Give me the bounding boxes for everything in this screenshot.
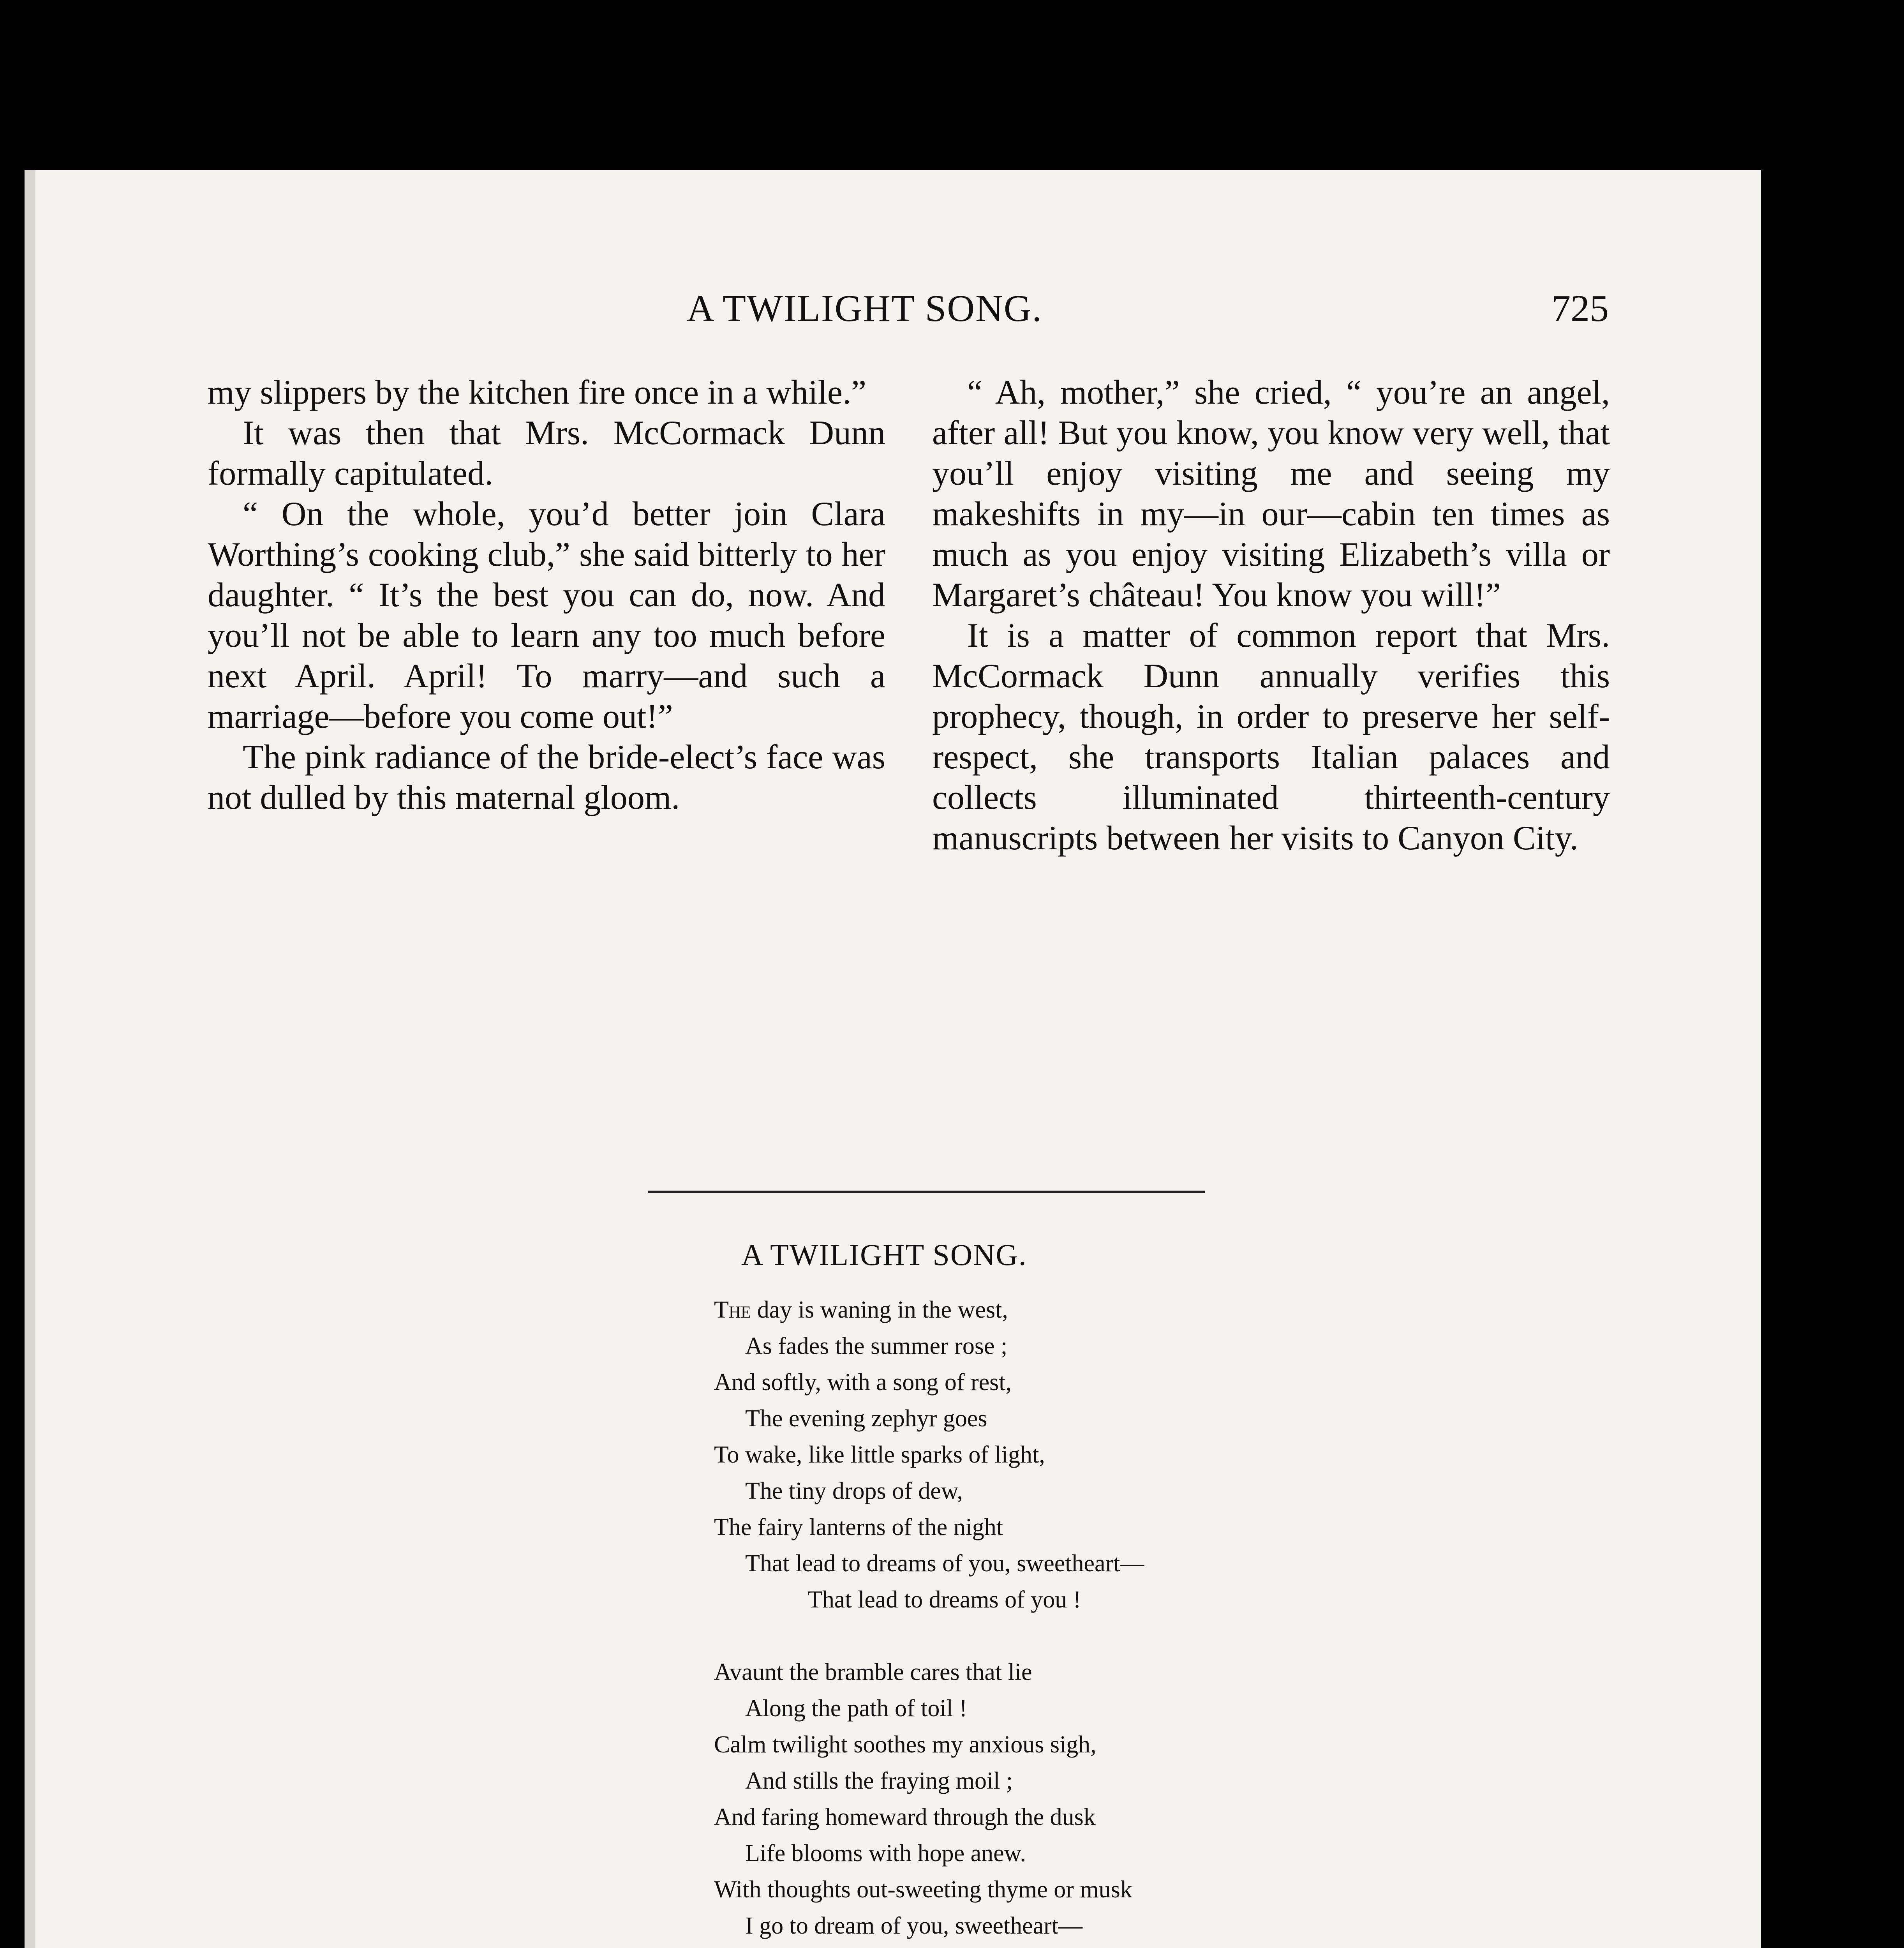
right-column [932, 372, 1610, 859]
poem-line: Along the path of toil ! [745, 1695, 967, 1722]
poem-line: And softly, with a song of rest, [714, 1369, 1012, 1396]
page-binding-edge [25, 170, 35, 1948]
poem-line: That lead to dreams of you ! [807, 1586, 1081, 1613]
poem-first-word: The [714, 1297, 751, 1323]
poem-line: The day is waning in the west, [714, 1297, 1008, 1323]
poem-title: A TWILIGHT SONG. [741, 1238, 1027, 1272]
poem-line: Avaunt the bramble cares that lie [714, 1659, 1032, 1685]
section-divider [648, 1191, 1205, 1193]
poem-line: The fairy lanterns of the night [714, 1514, 1003, 1540]
poem-line: The tiny drops of dew, [745, 1478, 963, 1504]
poem [714, 1292, 1610, 1948]
paragraph: “ Ah, mother,” she cried, “ you’re an angel, after all! But you know, you know very well, that you’ll enjoy visiting me and seeing my makeshifts in my—in our—cabin ten times as much as you enjoy visiting Elizabeth’s villa or Margaret’s château! You know you will!” [932, 374, 1610, 614]
paragraph: It was then that Mrs. McCormack Dunn formally capitulated. [208, 414, 885, 492]
poem-line: The evening zephyr goes [745, 1405, 987, 1432]
page-number: 725 [1551, 288, 1609, 330]
paragraph: my slippers by the kitchen fire once in a while.” [208, 374, 867, 411]
poem-line: To wake, like little sparks of light, [714, 1442, 1045, 1468]
magazine-page [25, 170, 1761, 1948]
paragraph: “ On the whole, you’d better join Clara Worthing’s cooking club,” she said bitterly to her daughter. “ It’s the best you can do, now. And you’ll not be able to learn any too much before next April. April! To marry—and such a marriage—before you come out!” [208, 495, 885, 736]
poem-line: And stills the fraying moil ; [745, 1768, 1013, 1794]
poem-line: Life blooms with hope anew. [745, 1840, 1026, 1867]
poem-line: That lead to dreams of you, sweetheart— [745, 1550, 1144, 1577]
poem-line: As fades the summer rose ; [745, 1333, 1008, 1359]
poem-line: With thoughts out-sweeting thyme or musk [714, 1876, 1132, 1903]
stanza-2 [714, 1654, 1610, 1948]
stanza-1 [714, 1292, 1610, 1618]
poem-line: Calm twilight soothes my anxious sigh, [714, 1731, 1097, 1758]
running-title: A TWILIGHT SONG. [687, 288, 1043, 330]
paragraph: It is a matter of common report that Mrs. McCormack Dunn annually verifies this prophecy, though, in order to preserve her self-respect, she transports Italian palaces and collects illuminated thirteenth-century manuscripts between her visits to Canyon City. [932, 617, 1610, 857]
poem-line: I go to dream of you, sweetheart— [745, 1913, 1083, 1939]
left-column [208, 372, 885, 818]
poem-line: And faring homeward through the dusk [714, 1804, 1096, 1830]
poem-line [714, 1944, 1610, 1948]
paragraph: The pink radiance of the bride-elect’s face was not dulled by this maternal gloom. [208, 738, 885, 817]
